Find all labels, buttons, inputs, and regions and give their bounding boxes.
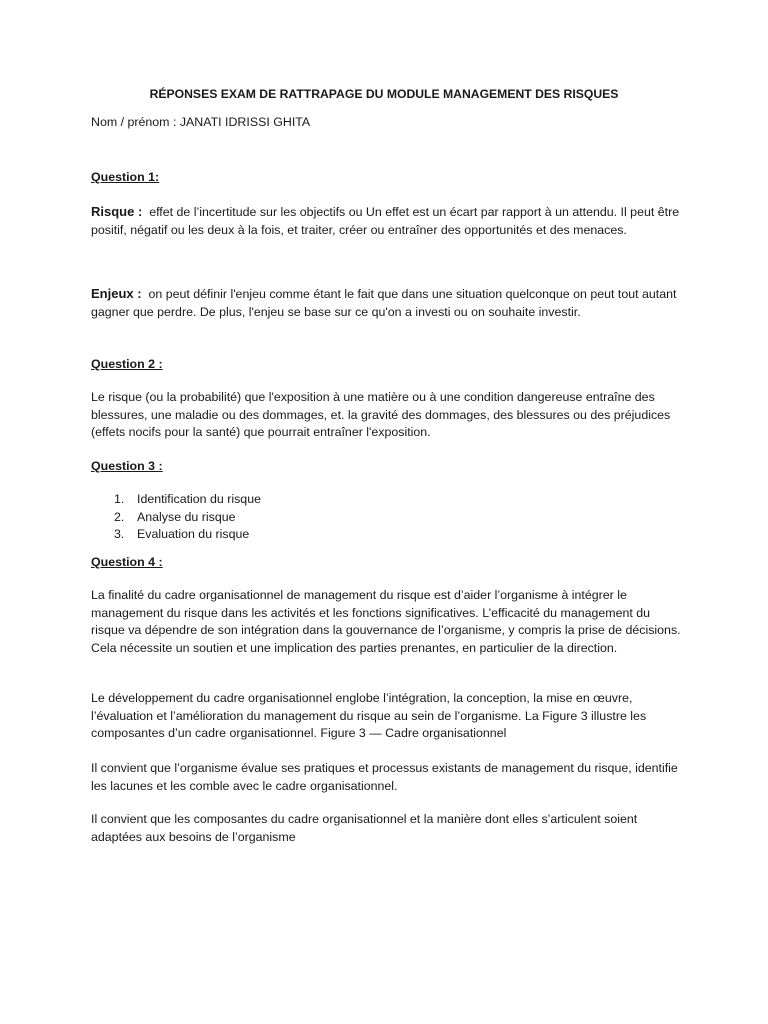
- list-item: [91, 526, 261, 544]
- risque-definition: [91, 203, 681, 239]
- list-item: [91, 509, 261, 527]
- enjeux-text: on peut définir l'enjeu comme étant le fait que dans une situation quelconque on peut tout autant gagner que perdre. De plus, l'enjeu se base sur ce qu'on a investi ou on souhaite investir.: [91, 287, 677, 319]
- list-item-number: 2.: [114, 509, 125, 524]
- question-4-heading: Question 4 :: [91, 555, 163, 569]
- list-item-text: Identification du risque: [137, 492, 261, 506]
- question-2-answer: Le risque (ou la probabilité) que l'exposition à une matière ou à une condition dangereuse entraîne des blessures, une maladie ou des dommages, et. la gravité des dommages, des blessures ou des préjudices (effets nocifs pour la santé) que pourrait entraîner l'exposition.: [91, 390, 671, 439]
- list-item-text: Analyse du risque: [137, 509, 236, 524]
- question-4-paragraph-3: Il convient que l’organisme évalue ses pratiques et processus existants de management du risque, identifie les lacunes et les comble avec le cadre organisationnel.: [91, 761, 678, 793]
- list-item-number: 3.: [114, 527, 125, 541]
- question-4-paragraph-4: Il convient que les composantes du cadre organisationnel et la manière dont elles s’articulent soient adaptées aux besoins de l’organisme: [91, 812, 638, 844]
- student-name-line: Nom / prénom : JANATI IDRISSI GHITA: [91, 115, 311, 129]
- risque-label: Risque :: [91, 204, 143, 219]
- question-4-paragraph-1: La finalité du cadre organisationnel de management du risque est d’aider l’organisme à intégrer le management du risque dans les activités et les fonctions significatives. L’efficacité du management du risque va dépendre de son intégration dans la gouvernance de l’organisme, y compris la prise de décisions. Cela nécessite un soutien et une implication des parties prenantes, en particulier de la direction.: [91, 588, 681, 655]
- risk-process-list: [91, 491, 261, 544]
- list-item-number: 1.: [114, 492, 125, 506]
- enjeux-label: Enjeux :: [91, 286, 142, 301]
- question-3-heading: Question 3 :: [91, 459, 163, 473]
- question-1-heading: Question 1:: [91, 170, 160, 184]
- list-item-text: Evaluation du risque: [137, 527, 250, 541]
- question-4-paragraph-2: Le développement du cadre organisationnel englobe l’intégration, la conception, la mise en œuvre, l’évaluation et l’amélioration du management du risque au sein de l’organisme. La Figure 3 illustre les composantes d’un cadre organisationnel. Figure 3 — Cadre organisationnel: [91, 691, 647, 740]
- risque-text: effet de l’incertitude sur les objectifs ou Un effet est un écart par rapport à un attendu. Il peut être positif, négatif ou les deux à la fois, et traiter, créer ou entraîner des opportunités et des menaces.: [91, 205, 680, 237]
- enjeux-definition: [91, 285, 681, 321]
- list-item: [91, 491, 261, 509]
- document-title: RÉPONSES EXAM DE RATTRAPAGE DU MODULE MANAGEMENT DES RISQUES: [149, 87, 619, 101]
- question-2-heading: Question 2 :: [91, 357, 163, 371]
